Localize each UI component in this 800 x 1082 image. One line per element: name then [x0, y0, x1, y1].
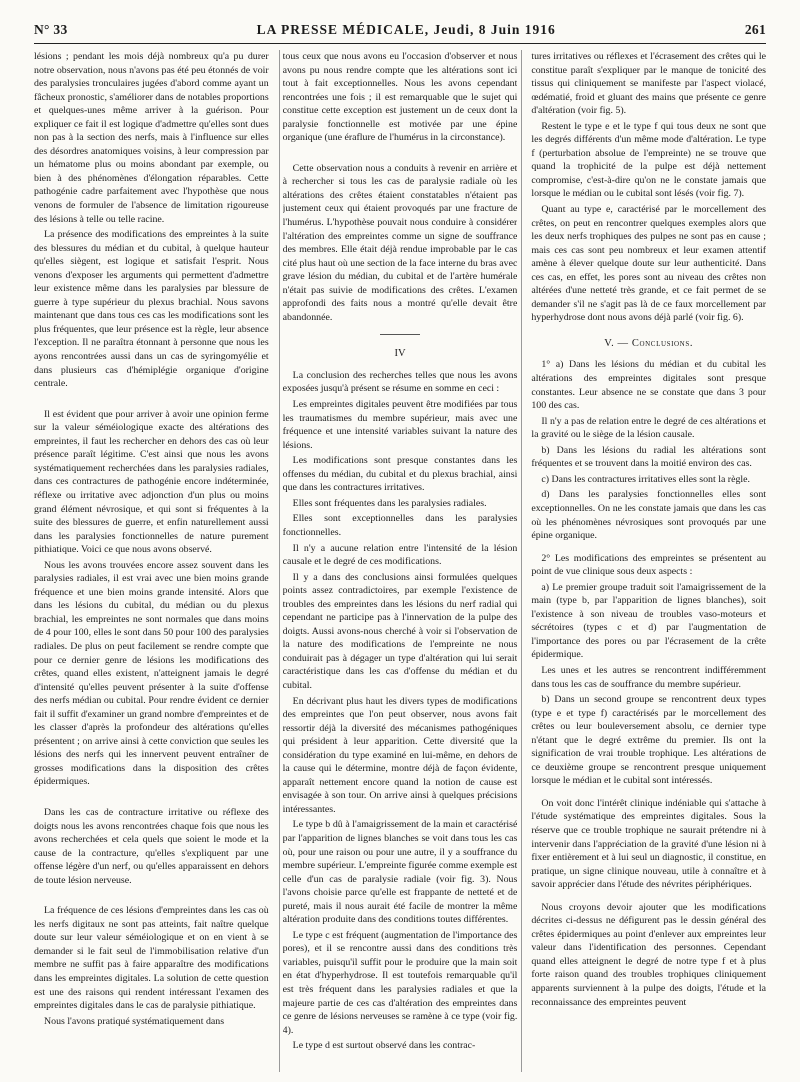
text-columns — [34, 50, 766, 1075]
paragraph: Il y a dans des conclusions ainsi formulées quelques points assez contradictoires, par exemple l'existence de troubles des empreintes dans les lésions du nerf radial qui cependant ne participe pas à l'innervation de la pulpe des doigts. Aussi avons-nous cherché à voir si l'observation de la nature des modifications de l'empreinte ne nous conduirait pas à dégager un type d'altération qui lui serait caractéristique dans les cas d'offense du médian et du cubital. — [282, 571, 518, 691]
paragraph: La conclusion des recherches telles que nous les avons exposées jusqu'à présent se résume en somme en ceci : — [282, 369, 518, 395]
paragraph: La fréquence de ces lésions d'empreintes dans les cas où les nerfs digitaux ne sont pas atteints, fait naître quelque doute sur leur valeur séméiologique et on en vient à se demander si le fait seul de l'immobilisation relative d'un membre ne suffit pas à faire apparaître des modifications dans les empreintes digitales. La solution de cette question est une des raisons qui rendent intéressant l'examen des empreintes digitales dans le cas de paralysie pithiatique. — [34, 905, 269, 1012]
paragraph: Restent le type e et le type f qui tous deux ne sont que les degrés différents d'un même mode d'altération. Le type f (perturbation absolue de l'empreinte) ne se trouve que quand la trophicité de la pulpe est déjà nettement compromise, c'est-à-dire qu'on ne le constate jamais que lorsque le médian ou le cubital sont lésés (voir fig. 7). — [531, 120, 767, 200]
section-heading-conclusions: V. — Conclusions. — [604, 337, 694, 349]
paragraph: Il n'y a pas de relation entre le degré de ces altérations et la gravité ou le siège de la lésion causale. — [531, 415, 767, 441]
paragraph: b) Dans les lésions du radial les altérations sont fréquentes et se trouvent dans la moitié environ des cas. — [531, 444, 767, 470]
paragraph: Les modifications sont presque constantes dans les offenses du médian, du cubital et du plexus brachial, ainsi que dans les contractures irritatives. — [282, 455, 518, 494]
paragraph: c) Dans les contractures irritatives elles sont la règle. — [541, 473, 751, 485]
paragraph: Les empreintes digitales peuvent être modifiées par tous les traumatismes du membre supérieur, mais avec une fréquence et une intensité variables suivant la nature des lésions. — [282, 399, 518, 451]
paragraph: On voit donc l'intérêt clinique indéniable qui s'attache à l'étude systématique des empreintes digitales. Sous la réserve que ce trouble trophique ne saurait prétendre ni à intervenir dans l'appréciation de la gravité d'une lésion ni à fixer entièrement et à lui seul un diagnostic, il constitue, en pratique, un signe clinique nouveau, utile à connaître et à savoir apprécier dans l'étude des névrites périphériques. — [531, 797, 767, 891]
paragraph: d) Dans les paralysies fonctionnelles elles sont exceptionnelles. On ne les constate jamais que dans les cas où les phénomènes névrosiques sont provoqués par une épine organique. — [531, 489, 767, 542]
paragraph: Le type b dû à l'amaigrissement de la main et caractérisé par l'apparition de lignes blanches se voit dans tous les cas où, pour une raison ou pour une autre, il y a souffrance du membre supérieur. L'empreinte figurée comme exemple est celle d'un cas de paralysie radiale (voir fig. 3). Nous l'avons choisie parce qu'elle est frappante de netteté et de pureté, mais il nous aurait été facile de montrer la même altération produite dans des conditions toutes différentes. — [282, 819, 518, 926]
paragraph: Il est évident que pour arriver à avoir une opinion ferme sur la valeur séméiologique exacte des altérations des empreintes, il faut les rechercher en dehors des cas où leur présence paraît légitime. C'est ainsi que nous les avons systématiquement recherchées dans les paralysies radiales, dans ces contractures de pathogénie encore indéterminée, réflexe ou irritative avec adjonction d'un plus ou moins grand élément névrosique, et qui sont si fréquentes à la suite des blessures de guerre, et enfin naturellement aussi dans les paralysies fonctionnelles de nature purement pithiatique. Voici ce que nous avons observé. — [34, 408, 269, 556]
page-number: 261 — [744, 22, 766, 37]
paragraph: tures irritatives ou réflexes et l'écrasement des crêtes qui le constitue paraît s'expliquer par le manque de tonicité des tissus qui cliniquement se manifeste par l'aspect violacé, œdématié, froid et gluant des mains que présente ce genre d'altération (voir fig. 5). — [531, 51, 767, 117]
section-heading-iv: IV — [394, 348, 406, 360]
journal-title: LA PRESSE MÉDICALE, Jeudi, 8 Juin 1916 — [256, 22, 556, 37]
issue-number: N° 33 — [34, 22, 68, 37]
page-header — [34, 22, 766, 40]
column-middle — [283, 50, 518, 1075]
paragraph: Elles sont fréquentes dans les paralysies radiales. — [292, 497, 487, 509]
paragraph: 2° Les modifications des empreintes se présentent au point de vue clinique sous deux aspects : — [531, 552, 767, 578]
column-right — [531, 50, 766, 1075]
paragraph: Nous croyons devoir ajouter que les modifications décrites ci-dessus ne défigurent pas le dessin général des crêtes épidermiques au point d'enlever aux empreintes leur valeur dans l'identification des personnes. Cependant quand elles atteignent le degré de notre type f et à plus forte raison quand des troubles trophiques cliniquement apparents surviennent à la pulpe des doigts, l'étude et la reconnaissance des empreintes peuvent — [531, 901, 767, 1008]
paragraph: Les unes et les autres se rencontrent indifféremment dans tous les cas de souffrance du membre supérieur. — [531, 664, 767, 690]
column-left — [34, 50, 269, 1075]
paragraph: Le type d est surtout observé dans les contrac- — [292, 1040, 476, 1052]
paragraph: Cette observation nous a conduits à revenir en arrière et à rechercher si tous les cas de paralysie radiale où les altérations des crêtes étaient constatables n'étaient pas justement ceux qui étaient provoqués par une fracture de l'humérus. L'hypothèse pouvait nous conduire à considérer l'altération des empreintes comme un signe de souffrance des membres. Elle était déjà rendue improbable par le cas cité plus haut où une section de la face interne du bras avec grave lésion du médian, du cubital et de l'artère humérale n'était pas suivie de modifications des crêtes. L'examen approfondi des faits nous a montré qu'elle devait être abandonnée. — [282, 162, 518, 323]
paragraph: Nous les avons trouvées encore assez souvent dans les paralysies radiales, il est vrai avec une bien moins grande fréquence et une bien moins grande intensité. Alors que dans les lésions du cubital, du médian ou du plexus brachial, les empreintes ne sont normales que dans moins de 4 pour 100, elles le sont dans 50 pour 100 des paralysies radiales. De plus on peut facilement se rendre compte que pour ce dernier genre de lésions les modifications des crêtes, quand elles existent, n'atteignent jamais le degré d'intensité qu'elles peuvent présenter à la suite d'offense des nerfs médian ou cubital. Pour rendre évident ce dernier fait il suffit d'examiner un grand nombre d'empreintes et de les classer d'après la profondeur des altérations qu'elles présentent ; on arrive ainsi à cette conviction que seules les lésions des nerfs qui les innervent peuvent entraîner de grosses modifications dans la disposition des crêtes épidermiques. — [34, 559, 269, 788]
paragraph: Nous l'avons pratiqué systématiquement dans — [44, 1015, 225, 1027]
paragraph: Dans les cas de contracture irritative ou réflexe des doigts nous les avons rencontrées chaque fois que nous les avons recherchées et cela quels que soient le mode et la cause de la contracture, qu'elles s'expliquent par une offense légère d'un nerf, ou qu'elles apparaissent en dehors de toute lésion nerveuse. — [34, 806, 269, 886]
paragraph: Elles sont exceptionnelles dans les paralysies fonctionnelles. — [282, 513, 518, 538]
paragraph: La présence des modifications des empreintes à la suite des blessures du médian et du cubital, à quelque hauteur qu'elles siègent, est logique et satisfait l'esprit. Nous venons d'exposer les arguments qui permettent d'admettre leur existence même dans les paralysies par blessure de guerre à type supérieur du plexus brachial. Nous savons maintenant que dans tous ces cas les modifications sont les plus fréquentes, que leur présence est la règle, leur absence l'exception. Il ne paraîtra étonnant à personne que nous les ayons rencontrées aussi dans un cas de syringomyélie et dans plusieurs cas d'hémiplégie organique d'origine centrale. — [34, 229, 269, 390]
paragraph: En décrivant plus haut les divers types de modifications des empreintes que l'on peut observer, nous avons fait ressortir déjà la diversité des mécanismes pathogéniques qui président à leur apparition. Cette diversité que la considération du type examiné en lui-même, en dehors de la cause qui le détermine, montre déjà de façon évidente, apparaît nettement encore quand la notion de cause est envisagée à son tour. On arrive ainsi à quelques précisions intéressantes. — [282, 695, 518, 815]
paragraph: tous ceux que nous avons eu l'occasion d'observer et nous avons pu nous rendre compte que les altérations sont ici tout à fait exceptionnelles. Nous les avons cependant rencontrées une fois ; il est remarquable que le sujet qui constitue cette exception est justement un de ceux dont la paralysie fonctionnelle est motivée par une épine organique (une éraflure de l'humérus in la circonstance). — [282, 51, 518, 144]
paragraph: Le type c est fréquent (augmentation de l'importance des pores), et il se rencontre aussi dans des conditions très variables, puisqu'il suffit pour le produire que la main soit en état d'hyperhydrose. Il est toutefois remarquable qu'il est très fréquent dans les paralysies radiales et que la majeure partie de ces cas d'altération des empreintes dans ce genre de lésions nerveuses se ramène à ce type (voir fig. 4). — [282, 929, 518, 1036]
paragraph: b) Dans un second groupe se rencontrent deux types (type e et type f) caractérisés par le morcellement des crêtes ou leur bouleversement absolu, ce dernier type n'étant que le degré extrême du premier. Ils ont la signification de vrai trouble trophique. Les altérations de ce deuxième groupe se rencontrent presque uniquement lorsque le médian et le cubital sont intéressés. — [531, 694, 767, 787]
section-rule — [380, 334, 420, 335]
paragraph: 1° a) Dans les lésions du médian et du cubital les altérations des empreintes digitales sont presque constantes. Leur absence ne se constate que dans 3 pour 100 des cas. — [531, 359, 767, 412]
paragraph: Il n'y a aucune relation entre l'intensité de la lésion causale et le degré de ces modifications. — [282, 542, 518, 568]
header-rule — [34, 43, 766, 44]
paragraph: a) Le premier groupe traduit soit l'amaigrissement de la main (type b, par l'apparition de lignes blanches), soit l'existence à son niveau de troubles vaso-moteurs et sécrétoires (types c et d) par l'augmentation de l'importance des pores ou par l'écrasement de la crête épidermique. — [531, 581, 767, 661]
paragraph: Quant au type e, caractérisé par le morcellement des crêtes, on peut en rencontrer quelques exemples alors que les deux nerfs trophiques des pulpes ne sont pas en cause ; mais ces cas sont peu nombreux et leur examen attentif amène à élever quelque doute sur leur authenticité. Dans ces cas, en effet, les pores sont au niveau des crêtes non altérées d'une netteté très grande, et ce fait permet de se demander s'il ne s'agit pas là de ce faux morcellement par hyperhydrose dont nous avons déjà parlé (voir fig. 6). — [531, 204, 767, 324]
paragraph: lésions ; pendant les mois déjà nombreux qu'a pu durer notre observation, nous n'avons pas été peu étonnés de voir des paralysies tronculaires jugées d'abord comme ayant un fâcheux pronostic, s'améliorer dans de notables proportions et quelques-unes même arriver à la guérison. Pour expliquer ce fait il est logique d'admettre qu'elles sont dues non pas à la section des nerfs, mais à l'influence sur elles des désordres anatomiques voisins, à leur compression par un hématome plus ou moins abondant par exemple, ou bien à des phénomènes d'élongation réparables. Cette pathogénie cadre parfaitement avec l'hypothèse que nous venons de formuler de l'absence de limitation rigoureuse des lésions à telle ou telle racine. — [34, 51, 269, 225]
